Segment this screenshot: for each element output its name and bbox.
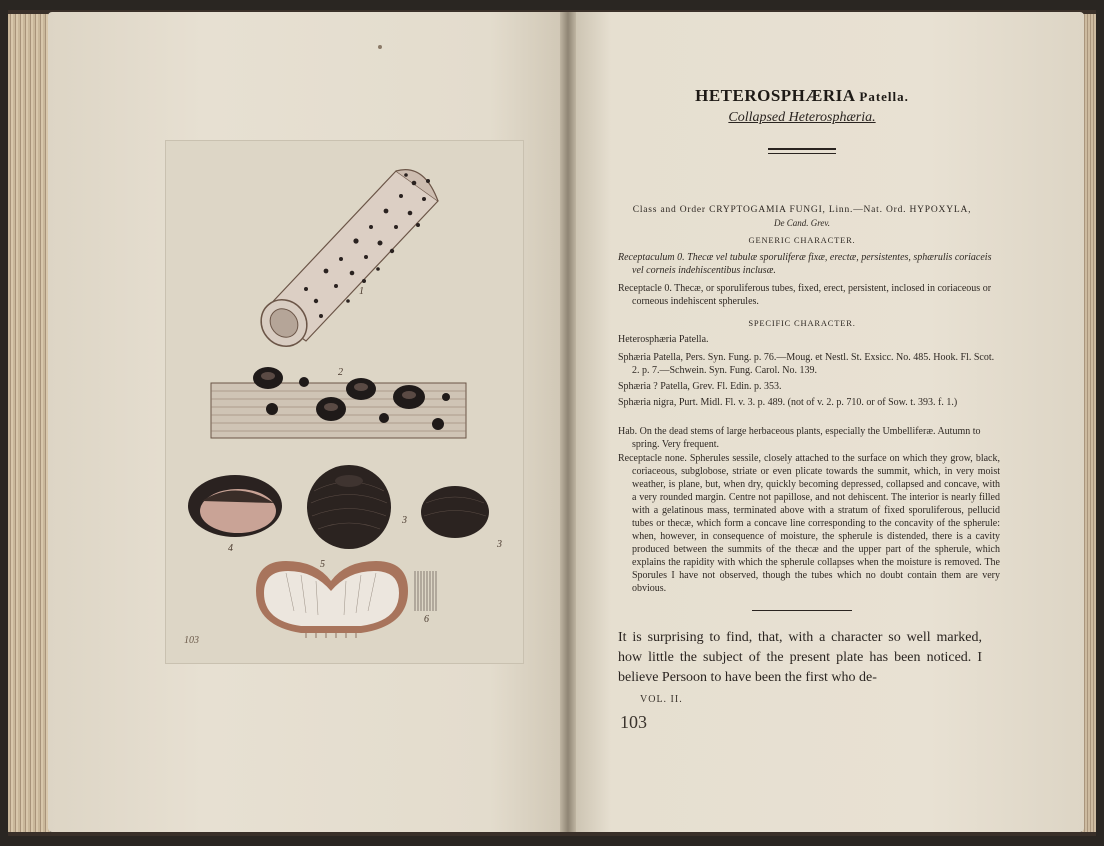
- page-mark: [378, 45, 382, 49]
- figure-label-6: 6: [424, 614, 429, 625]
- synonym-3: Sphæria nigra, Purt. Midl. Fl. v. 3. p. 489. (not of v. 2. p. 710. or of Sow. t. 393. f. 1.): [618, 397, 958, 408]
- figure-label-1: 1: [359, 286, 364, 297]
- synonym-1: Sphæria Patella, Pers. Syn. Fung. p. 76.—Moug. et Nestl. St. Exsicc. No. 485. Hook. Fl. Scot. 2. p. 7.—Schwein. Syn. Fung. Carol. No. 139.: [618, 352, 995, 376]
- specific-name: Heterosphæria Patella.: [618, 334, 709, 345]
- body-paragraph: It is surprising to find, that, with a character so well marked, how little the subject of the present plate has been noticed. I believe Persoon to have been the first who de-: [618, 630, 982, 685]
- common-name: Collapsed Heterosphæria.: [728, 110, 876, 125]
- classification-line-1: Class and Order CRYPTOGAMIA FUNGI, Linn.—Nat. Ord. HYPOXYLA,: [632, 205, 972, 215]
- habitat: Hab. On the dead stems of large herbaceous plants, especially the Umbelliferæ. Autumn to spring. Very frequent.: [618, 426, 981, 450]
- book-gutter: [560, 12, 576, 832]
- figure-label-5: 5: [320, 559, 325, 570]
- figure-4-section: [188, 475, 282, 537]
- figure-6-tubes: [415, 571, 436, 611]
- plate-number: 103: [184, 635, 199, 646]
- title-rule-thick: [768, 148, 836, 150]
- figure-label-3a: 3: [402, 515, 407, 526]
- synonym-2: Sphæria ? Patella, Grev. Fl. Edin. p. 353.: [618, 381, 782, 392]
- species-name: Patella.: [859, 89, 909, 104]
- botanical-plate: [165, 140, 524, 664]
- generic-english: Receptacle 0. Thecæ, or sporuliferous tubes, fixed, erect, persistent, inclosed in coriaceous or corneous indehiscent spherules.: [618, 283, 992, 307]
- figure-1-stem: [252, 170, 438, 356]
- specific-heading: SPECIFIC CHARACTER.: [748, 318, 856, 328]
- genus-name: HETEROSPHÆRIA: [695, 86, 855, 105]
- figure-label-3b: 3: [497, 539, 502, 550]
- right-page: [570, 12, 1084, 832]
- page-title: [618, 86, 986, 106]
- section-rule: [752, 610, 852, 611]
- generic-heading: GENERIC CHARACTER.: [748, 235, 856, 245]
- figure-label-4: 4: [228, 543, 233, 554]
- classification: [618, 204, 986, 230]
- volume-label: VOL. II.: [640, 694, 683, 705]
- page-number: 103: [620, 712, 647, 732]
- generic-latin: Receptaculum 0. Thecæ vel tubulæ sporuliferæ fixæ, erectæ, persistentes, sphærulis coriaceis vel corneis indehiscentibus inclusæ.: [618, 252, 992, 276]
- figure-5-enlarged-section: [256, 561, 408, 638]
- page-edges-right: [1082, 14, 1096, 832]
- title-rule-thin: [768, 153, 836, 154]
- figure-3-spherules: [307, 465, 489, 549]
- description: Receptacle none. Spherules sessile, closely attached to the surface on which they grow, black, coriaceous, subglobose, striate or even plicate towards the summit, which, in very moist weather, is plane, but, when dry, quickly becoming depressed, collapsed and concave, with a very rounded margin. Centre not papillose, and not dehiscent. The interior is nearly filled with a gelatinous mass, terminated above with a stratum of fixed sporuliferous, pellucid tubes or thecæ, which form a concave line corresponding to the concavity of the spherule: when, however, in consequence of moisture, the spherule is distended, there is a cavity produced between the summits of the thecæ and the upper part of the spherule, which explains the rapidity with which the spherule collapses when the moisture is removed. The Sporules I have not observed, though the tubes which no doubt contain them are very obvious.: [618, 453, 1000, 594]
- plate-illustration: [166, 141, 523, 663]
- classification-line-2: De Cand. Grev.: [774, 218, 830, 228]
- figure-label-2: 2: [338, 367, 343, 378]
- page-edges-left: [8, 14, 50, 832]
